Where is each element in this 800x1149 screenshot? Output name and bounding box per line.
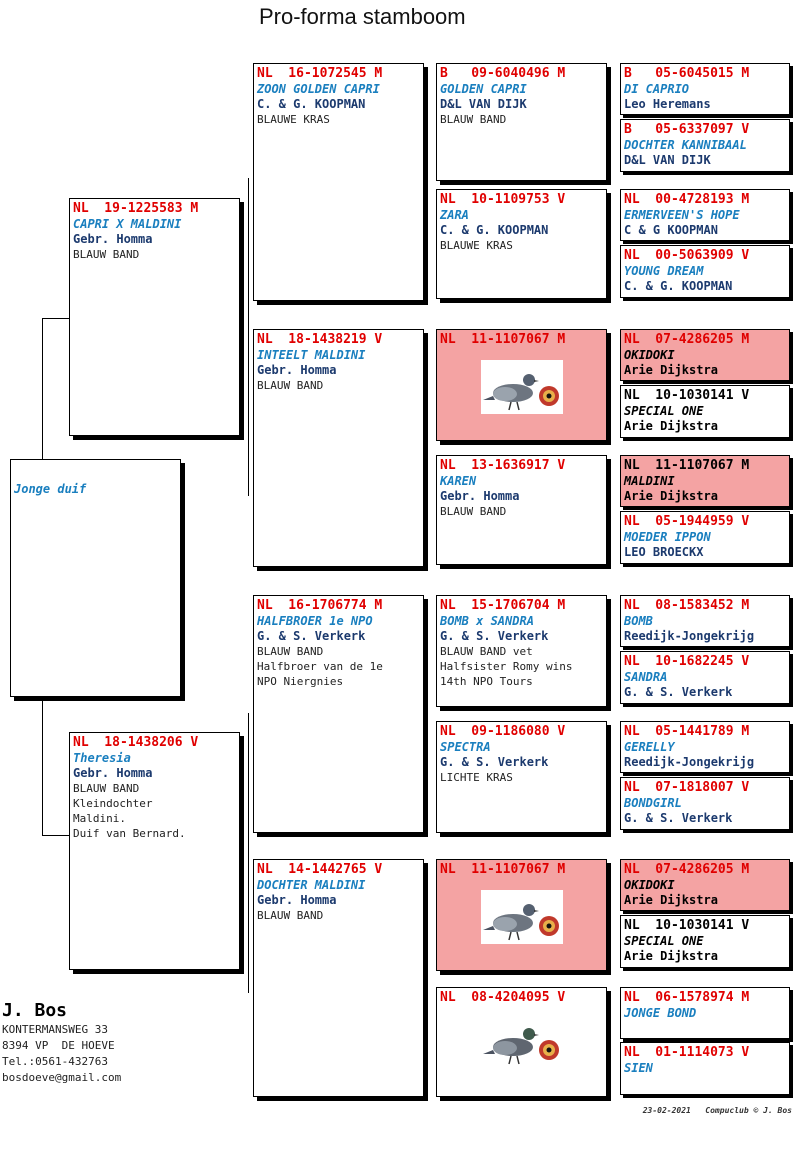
breeder-name: Reedijk-Jongekrijg	[624, 755, 755, 769]
connector-sire-vertical	[248, 178, 249, 496]
breeder-name: LEO BROECKX	[624, 545, 704, 559]
great-grandparent-card[interactable]	[436, 721, 607, 833]
owner-street: KONTERMANSWEG 33	[2, 1023, 108, 1036]
breeder-name: Arie Dijkstra	[624, 949, 718, 963]
gen4-card[interactable]	[620, 721, 790, 773]
ring-number: NL 07-4286205 M	[624, 332, 750, 347]
breeder-name: Leo Heremans	[624, 97, 711, 111]
gen4-card[interactable]	[620, 987, 790, 1039]
page-title: Pro-forma stamboom	[259, 4, 466, 29]
subject-name: Jonge duif	[14, 482, 87, 496]
ring-number: NL 09-1186080 V	[440, 724, 566, 739]
dam-ring: NL 18-1438206 V	[73, 735, 199, 750]
pigeon-name: GOLDEN CAPRI	[440, 82, 527, 96]
owner-phone: Tel.:0561-432763	[2, 1055, 108, 1068]
breeder-name: C. & G. KOOPMAN	[440, 223, 549, 237]
ring-number: NL 14-1442765 V	[257, 862, 383, 877]
ring-number: B 09-6040496 M	[440, 66, 566, 81]
dam-card[interactable]	[69, 732, 240, 970]
great-grandparent-card[interactable]	[436, 63, 607, 181]
subject-card[interactable]	[10, 459, 181, 697]
pigeon-name: OKIDOKI	[624, 348, 675, 362]
pigeon-name: MALDINI	[624, 474, 675, 488]
ring-number: NL 00-5063909 V	[624, 248, 750, 263]
gen4-card[interactable]	[620, 511, 790, 564]
pigeon-photo	[481, 890, 563, 944]
sire-name: CAPRI X MALDINI	[73, 217, 182, 231]
breeder-name: G. & S. Verkerk	[624, 685, 733, 699]
gen4-card[interactable]	[620, 1042, 790, 1095]
grandparent-card[interactable]	[253, 63, 424, 301]
pigeon-name: BONDGIRL	[624, 796, 682, 810]
pigeon-name: KAREN	[440, 474, 477, 488]
ring-number: NL 10-1109753 V	[440, 192, 566, 207]
sire-ring: NL 19-1225583 M	[73, 201, 199, 216]
color-text: BLAUWE KRAS	[257, 113, 330, 126]
ring-number: NL 11-1107067 M	[440, 862, 566, 877]
pigeon-name: OKIDOKI	[624, 878, 675, 892]
pigeon-name: INTEELT MALDINI	[257, 348, 366, 362]
dam-color: BLAUW BAND	[73, 782, 140, 795]
gen4-card[interactable]	[620, 189, 790, 241]
great-grandparent-card[interactable]	[436, 595, 607, 707]
ring-number: NL 08-4204095 V	[440, 990, 566, 1005]
breeder-name: G. & S. Verkerk	[624, 811, 733, 825]
breeder-name: C. & G. KOOPMAN	[257, 97, 366, 111]
great-grandparent-card[interactable]	[436, 859, 607, 971]
gen4-card[interactable]	[620, 651, 790, 704]
ring-number: NL 15-1706704 M	[440, 598, 566, 613]
breeder-name: Reedijk-Jongekrijg	[624, 629, 755, 643]
breeder-name: Gebr. Homma	[257, 363, 337, 377]
connector-dam	[42, 835, 70, 836]
pigeon-name: SPECIAL ONE	[624, 404, 704, 418]
pigeon-name: HALFBROER 1e NPO	[257, 614, 373, 628]
color-text: BLAUW BAND vet	[440, 645, 533, 658]
ring-number: NL 11-1107067 M	[624, 458, 750, 473]
gen4-card[interactable]	[620, 63, 790, 115]
gen4-card[interactable]	[620, 455, 790, 507]
gen4-card[interactable]	[620, 119, 790, 172]
pigeon-name: ZOON GOLDEN CAPRI	[257, 82, 380, 96]
note-text: NPO Niergnies	[257, 675, 344, 688]
ring-number: NL 16-1706774 M	[257, 598, 383, 613]
color-text: BLAUW BAND	[440, 505, 507, 518]
great-grandparent-card[interactable]	[436, 455, 607, 565]
ring-number: NL 06-1578974 M	[624, 990, 750, 1005]
footer-text: 23-02-2021 Compuclub © J. Bos	[642, 1106, 792, 1115]
grandparent-card[interactable]	[253, 329, 424, 567]
ring-number: NL 07-4286205 M	[624, 862, 750, 877]
breeder-name: Arie Dijkstra	[624, 419, 718, 433]
ring-number: B 05-6337097 V	[624, 122, 750, 137]
great-grandparent-card[interactable]	[436, 987, 607, 1097]
color-text: BLAUW BAND	[257, 909, 324, 922]
breeder-name: G. & S. Verkerk	[440, 629, 549, 643]
pigeon-name: MOEDER IPPON	[624, 530, 711, 544]
dam-note: Duif van Bernard.	[73, 827, 186, 840]
connector-sire	[42, 318, 70, 319]
breeder-name: G. & S. Verkerk	[257, 629, 366, 643]
ring-number: NL 01-1114073 V	[624, 1045, 750, 1060]
pigeon-name: YOUNG DREAM	[624, 264, 704, 278]
breeder-name: Gebr. Homma	[257, 893, 337, 907]
ring-number: NL 10-1682245 V	[624, 654, 750, 669]
pigeon-name: SPECTRA	[440, 740, 491, 754]
ring-number: NL 11-1107067 M	[440, 332, 566, 347]
color-text: BLAUWE KRAS	[440, 239, 513, 252]
ring-number: NL 07-1818007 V	[624, 780, 750, 795]
pigeon-name: SPECIAL ONE	[624, 934, 704, 948]
ring-number: NL 10-1030141 V	[624, 918, 750, 933]
note-text: Halfsister Romy wins	[440, 660, 573, 673]
pigeon-photo	[481, 1014, 563, 1068]
sire-color: BLAUW BAND	[73, 248, 140, 261]
great-grandparent-card[interactable]	[436, 189, 607, 299]
pigeon-name: SANDRA	[624, 670, 668, 684]
gen4-card[interactable]	[620, 595, 790, 647]
breeder-name: Arie Dijkstra	[624, 893, 718, 907]
ring-number: NL 08-1583452 M	[624, 598, 750, 613]
gen4-card[interactable]	[620, 245, 790, 298]
breeder-name: D&L VAN DIJK	[440, 97, 527, 111]
pigeon-name: ERMERVEEN'S HOPE	[624, 208, 740, 222]
ring-number: B 05-6045015 M	[624, 66, 750, 81]
color-text: BLAUW BAND	[440, 113, 507, 126]
grandparent-card[interactable]	[253, 595, 424, 833]
gen4-card[interactable]	[620, 329, 790, 381]
color-text: BLAUW BAND	[257, 379, 324, 392]
gen4-card[interactable]	[620, 915, 790, 968]
breeder-name: C. & G. KOOPMAN	[624, 279, 733, 293]
ring-number: NL 13-1636917 V	[440, 458, 566, 473]
sire-card[interactable]	[69, 198, 240, 436]
pigeon-name: ZARA	[440, 208, 469, 222]
pigeon-photo	[481, 360, 563, 414]
ring-number: NL 05-1441789 M	[624, 724, 750, 739]
owner-name: J. Bos	[2, 1000, 68, 1021]
pigeon-name: DOCHTER KANNIBAAL	[624, 138, 747, 152]
breeder-name: D&L VAN DIJK	[624, 153, 711, 167]
gen4-card[interactable]	[620, 859, 790, 911]
gen4-card[interactable]	[620, 385, 790, 438]
dam-note: Kleindochter	[73, 797, 153, 810]
color-text: LICHTE KRAS	[440, 771, 513, 784]
pigeon-name: GERELLY	[624, 740, 675, 754]
owner-city: 8394 VP DE HOEVE	[2, 1039, 115, 1052]
grandparent-card[interactable]	[253, 859, 424, 1097]
pigeon-name: JONGE BOND	[624, 1006, 697, 1020]
ring-number: NL 00-4728193 M	[624, 192, 750, 207]
pigeon-name: BOMB	[624, 614, 653, 628]
color-text: BLAUW BAND	[257, 645, 324, 658]
ring-number: NL 18-1438219 V	[257, 332, 383, 347]
sire-breeder: Gebr. Homma	[73, 232, 153, 246]
pigeon-name: DI CAPRIO	[624, 82, 690, 96]
breeder-name: G. & S. Verkerk	[440, 755, 549, 769]
breeder-name: Arie Dijkstra	[624, 489, 718, 503]
note-text: Halfbroer van de 1e	[257, 660, 383, 673]
pigeon-name: BOMB x SANDRA	[440, 614, 534, 628]
ring-number: NL 10-1030141 V	[624, 388, 750, 403]
connector-dam-vertical	[248, 713, 249, 993]
pigeon-name: DOCHTER MALDINI	[257, 878, 366, 892]
ring-number: NL 16-1072545 M	[257, 66, 383, 81]
dam-name: Theresia	[73, 751, 131, 765]
ring-number: NL 05-1944959 V	[624, 514, 750, 529]
breeder-name: Arie Dijkstra	[624, 363, 718, 377]
gen4-card[interactable]	[620, 777, 790, 830]
pigeon-name: SIEN	[624, 1061, 653, 1075]
owner-block	[2, 1000, 121, 1086]
great-grandparent-card[interactable]	[436, 329, 607, 441]
breeder-name: Gebr. Homma	[440, 489, 520, 503]
dam-breeder: Gebr. Homma	[73, 766, 153, 780]
breeder-name: C & G KOOPMAN	[624, 223, 718, 237]
note-text: 14th NPO Tours	[440, 675, 533, 688]
owner-email[interactable]: bosdoeve@gmail.com	[2, 1071, 122, 1084]
dam-note: Maldini.	[73, 812, 126, 825]
